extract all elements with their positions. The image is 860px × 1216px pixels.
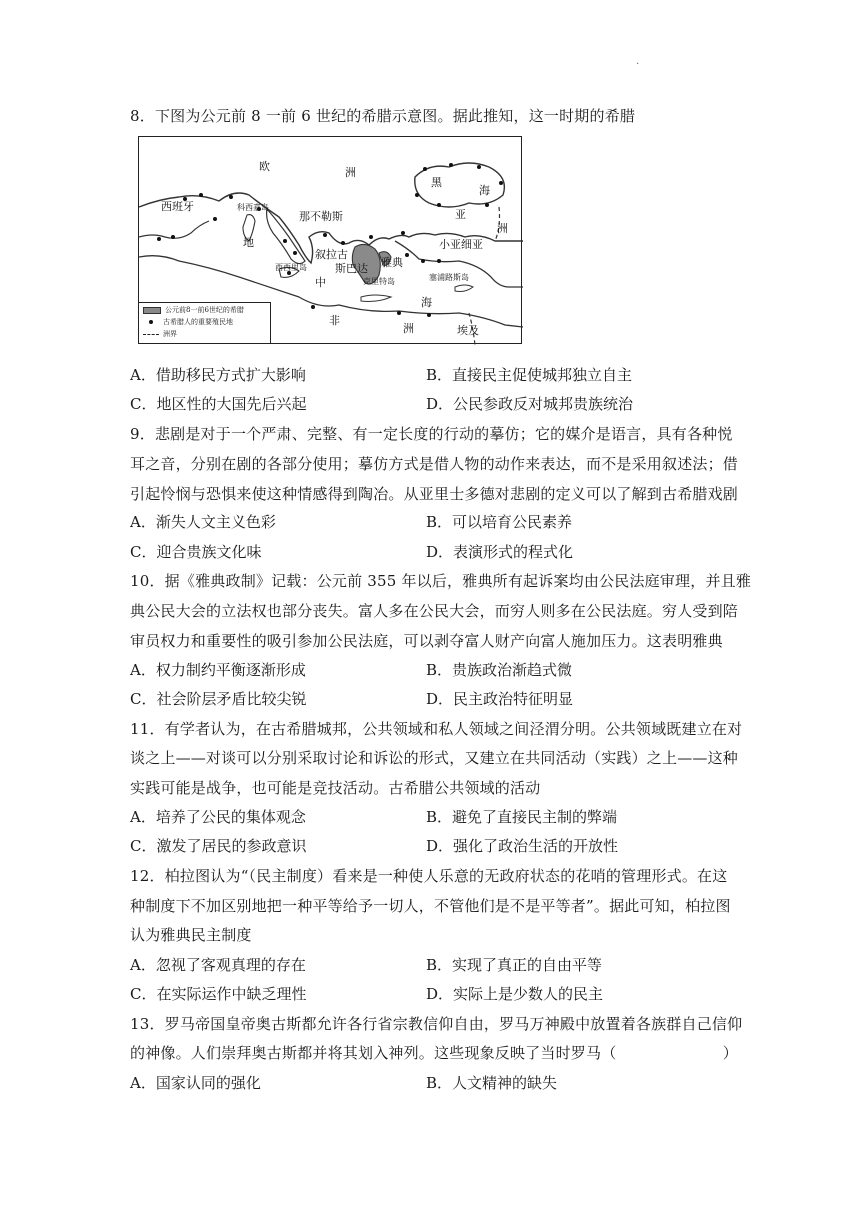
q11-option-c: C．激发了居民的参政意识 (130, 837, 307, 855)
q9-stem-line-3: 引起怜悯与恐惧来使这种情感得到陶冶。从亚里士多德对悲剧的定义可以了解到古希腊戏剧 (130, 485, 739, 503)
label-sicily: 西西里岛 (275, 263, 307, 272)
label-africa-1: 非 (329, 314, 340, 327)
legend-border-line (143, 334, 159, 335)
map-legend (139, 302, 271, 343)
q8-option-a: A．借助移民方式扩大影响 (130, 366, 306, 384)
q8-stem-line-1: 8．下图为公元前 8 一前 6 世纪的希腊示意图。据此推知，这一时期的希腊 (130, 107, 636, 125)
q8-option-b: B．直接民主促使城邦独立自主 (426, 366, 633, 384)
label-cyprus: 塞浦路斯岛 (429, 273, 469, 282)
q12-option-a: A．忽视了客观真理的存在 (130, 956, 306, 974)
q10-option-a: A．权力制约平衡逐渐形成 (130, 661, 306, 679)
q8-option-c: C．地区性的大国先后兴起 (130, 395, 307, 413)
legend-greece (143, 306, 244, 315)
legend-colony-label: 古希腊人的重要殖民地 (163, 318, 233, 326)
q13-option-b: B．人文精神的缺失 (426, 1074, 558, 1092)
q11-option-b: B．避免了直接民主制的弊端 (426, 808, 618, 826)
q13-stem-line-1: 13．罗马帝国皇帝奥古斯都允许各行省宗教信仰自由，罗马万神殿中放置着各族群自己信仰 (130, 1015, 743, 1033)
label-asia-2: 洲 (497, 222, 508, 235)
q11-option-d: D．强化了政治生活的开放性 (426, 837, 619, 855)
label-black-1: 黑 (431, 176, 442, 189)
label-africa-2: 洲 (403, 322, 414, 335)
q11-option-a: A．培养了公民的集体观念 (130, 808, 306, 826)
label-sparta: 斯巴达 (335, 262, 368, 275)
legend-border-label: 洲界 (163, 330, 177, 338)
q12-option-b: B．实现了真正的自由平等 (426, 956, 603, 974)
legend-colony (143, 318, 233, 327)
q9-option-b: B．可以培育公民素养 (426, 513, 573, 531)
label-naples: 那不勒斯 (299, 210, 343, 223)
q12-option-d: D．实际上是少数人的民主 (426, 985, 604, 1003)
q12-stem-line-3: 认为雅典民主制度 (130, 926, 252, 944)
q10-option-c: C．社会阶层矛盾比较尖锐 (130, 690, 307, 708)
label-middle: 中 (315, 276, 326, 289)
label-syracuse: 叙拉古 (315, 248, 348, 261)
q9-stem-line-1: 9．悲剧是对于一个严肃、完整、有一定长度的行动的摹仿；它的媒介是语言，具有各种悦 (130, 425, 733, 443)
q10-option-d: D．民主政治特征明显 (426, 690, 574, 708)
q10-stem-line-2: 典公民大会的立法权也部分丧失。富人多在公民大会，而穷人则多在公民法庭。穷人受到陪 (130, 602, 739, 620)
label-asia-1: 亚 (455, 208, 466, 221)
label-spain: 西班牙 (161, 200, 194, 213)
legend-border (143, 330, 177, 339)
q10-option-b: B．贵族政治渐趋式微 (426, 661, 573, 679)
q11-stem-line-3: 实践可能是战争，也可能是竞技活动。古希腊公共领域的活动 (130, 779, 541, 797)
q11-stem-line-2: 谈之上——对谈可以分别采取讨论和诉讼的形式，又建立在共同活动（实践）之上——这种 (130, 749, 739, 767)
label-asia-minor: 小亚细亚 (439, 238, 483, 251)
legend-greece-label: 公元前8一前6世纪的希腊 (165, 306, 244, 314)
q9-stem-line-2: 耳之音，分别在剧的各部分使用；摹仿方式是借人物的动作来表达，而不是采用叙述法；借 (130, 455, 739, 473)
label-egypt: 埃及 (457, 324, 479, 337)
q8-option-d: D．公民参政反对城邦贵族统治 (426, 395, 634, 413)
legend-greece-swatch (143, 307, 161, 314)
label-crete: 克里特岛 (363, 277, 395, 286)
label-athens: 雅典 (381, 256, 403, 269)
label-land: 地 (243, 236, 254, 249)
label-europe-1: 欧 (259, 160, 270, 173)
q12-option-c: C．在实际运作中缺乏理性 (130, 985, 307, 1003)
q12-stem-line-2: 种制度下不加区别地把一种平等给予一切人，不管他们是不是平等者”。据此可知，柏拉图 (130, 897, 731, 915)
greece-map-figure (138, 136, 522, 344)
label-corsica: 科西嘉岛 (237, 203, 269, 212)
q9-option-d: D．表演形式的程式化 (426, 543, 574, 561)
q13-stem-line-2: 的神像。人们崇拜奥古斯都并将其划入神列。这些现象反映了当时罗马（ ） (130, 1044, 739, 1062)
q9-option-c: C．迎合贵族文化味 (130, 543, 262, 561)
q13-option-a: A．国家认同的强化 (130, 1074, 261, 1092)
q10-stem-line-1: 10．据《雅典政制》记载：公元前 355 年以后，雅典所有起诉案均由公民法庭审理，并且雅 (130, 572, 752, 590)
label-black-2: 海 (479, 184, 490, 197)
label-sea: 海 (421, 296, 432, 309)
label-europe-2: 洲 (345, 166, 356, 179)
q10-stem-line-3: 审员权力和重要性的吸引参加公民法庭，可以剥夺富人财产向富人施加压力。这表明雅典 (130, 632, 723, 650)
q11-stem-line-1: 11．有学者认为，在古希腊城邦，公共领域和私人领域之间泾渭分明。公共领域既建立在对 (130, 720, 743, 738)
legend-colony-dot (149, 320, 153, 324)
q12-stem-line-1: 12．柏拉图认为“（民主制度）看来是一种使人乐意的无政府状态的花哨的管理形式。在这 (130, 867, 728, 885)
page-mark: . (636, 56, 640, 67)
q9-option-a: A．渐失人文主义色彩 (130, 513, 276, 531)
